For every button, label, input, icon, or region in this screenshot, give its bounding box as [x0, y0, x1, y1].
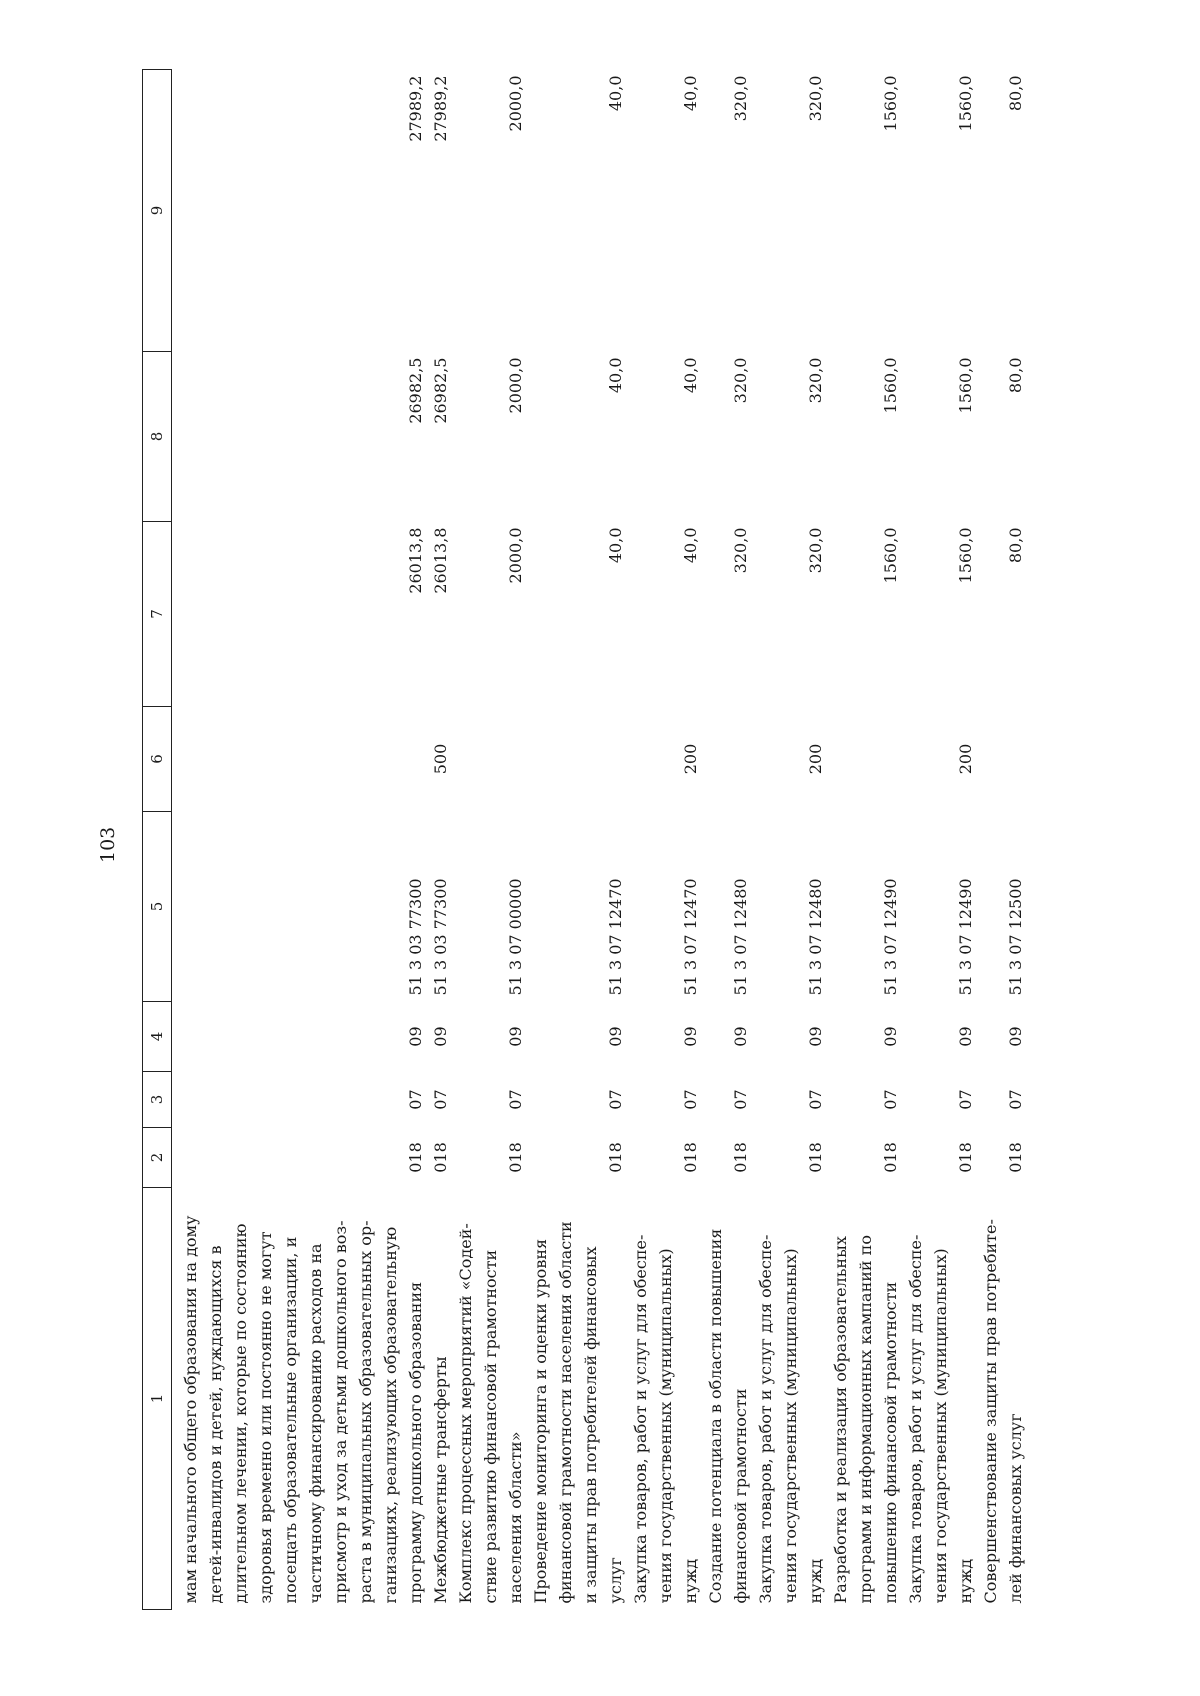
cell-ministry: 018	[606, 1142, 625, 1173]
cell-description	[978, 1188, 1028, 1610]
description-line: частичному финансированию расходов на	[306, 1243, 325, 1604]
cell-amount-year2: 26982,5	[431, 357, 450, 424]
cell-description	[453, 1188, 528, 1610]
cell-amount-year3: 40,0	[681, 75, 700, 112]
cell-expense-type	[172, 707, 429, 812]
description-line: и защиты прав потребителей финансовых	[581, 1246, 600, 1604]
cell-description	[703, 1188, 753, 1610]
description-line: нужд	[956, 1558, 975, 1604]
description-line: чения государственных (муниципальных)	[781, 1248, 800, 1604]
description-line: Закупка товаров, работ и услуг для обеспе-	[631, 1234, 650, 1604]
cell-target-article: 51 3 07 00000	[506, 878, 525, 996]
table-body	[172, 70, 1029, 1610]
description-line: финансовой грамотности	[731, 1388, 750, 1604]
cell-amount-year2: 320,0	[731, 357, 750, 404]
cell-expense-type	[703, 707, 753, 812]
description-line: чения государственных (муниципальных)	[931, 1248, 950, 1604]
cell-amount-year1: 40,0	[681, 527, 700, 564]
cell-subsection: 09	[806, 1026, 825, 1047]
cell-ministry: 018	[806, 1142, 825, 1173]
cell-ministry: 018	[1006, 1142, 1025, 1173]
table-row	[172, 70, 429, 1610]
cell-description	[628, 1188, 703, 1610]
cell-expense-type	[453, 707, 528, 812]
cell-section: 07	[956, 1089, 975, 1110]
table-row	[628, 70, 703, 1610]
cell-expense-type	[828, 707, 903, 812]
cell-subsection: 09	[681, 1026, 700, 1047]
cell-ministry: 018	[956, 1142, 975, 1173]
cell-description	[828, 1188, 903, 1610]
column-header: 2	[143, 1128, 172, 1188]
cell-amount-year2: 2000,0	[506, 357, 525, 414]
budget-table	[142, 69, 1028, 1610]
cell-amount-year1: 1560,0	[881, 527, 900, 584]
table-row	[978, 70, 1028, 1610]
description-line: чения государственных (муниципальных)	[656, 1248, 675, 1604]
column-header: 1	[143, 1188, 172, 1610]
description-line: раста в муниципальных образовательных ор-	[356, 1220, 375, 1604]
description-line: Межбюджетные трансферты	[431, 1356, 450, 1604]
description-line: программ и информационных кампаний по	[856, 1235, 875, 1604]
table-row	[753, 70, 828, 1610]
cell-amount-year3: 40,0	[606, 75, 625, 112]
column-header: 4	[143, 1002, 172, 1072]
cell-target-article: 51 3 07 12490	[881, 878, 900, 996]
description-line: Закупка товаров, работ и услуг для обеспе-	[756, 1234, 775, 1604]
cell-expense-type: 200	[681, 743, 700, 775]
description-line: посещать образовательные организации, и	[281, 1236, 300, 1604]
description-line: Совершенствование защиты прав потребите-	[981, 1219, 1000, 1604]
description-line: Проведение мониторинга и оценки уровня	[531, 1238, 550, 1604]
column-header: 9	[143, 70, 172, 352]
cell-amount-year1: 26013,8	[406, 527, 425, 594]
description-line: населения области»	[506, 1431, 525, 1604]
table-row	[903, 70, 978, 1610]
description-line: ганизациях, реализующих образовательную	[381, 1226, 400, 1604]
cell-amount-year2: 1560,0	[956, 357, 975, 414]
description-line: услуг	[606, 1557, 625, 1604]
cell-amount-year3: 27989,2	[406, 75, 425, 142]
cell-expense-type: 200	[956, 743, 975, 775]
cell-target-article: 51 3 07 12500	[1006, 878, 1025, 996]
cell-expense-type: 500	[431, 743, 450, 775]
description-line: нужд	[681, 1558, 700, 1604]
cell-amount-year2: 320,0	[806, 357, 825, 404]
cell-section: 07	[731, 1089, 750, 1110]
cell-amount-year3: 80,0	[1006, 75, 1025, 112]
cell-amount-year1: 80,0	[1006, 527, 1025, 564]
cell-section: 07	[431, 1089, 450, 1110]
cell-amount-year1: 40,0	[606, 527, 625, 564]
cell-amount-year2: 26982,5	[406, 357, 425, 424]
cell-target-article: 51 3 07 12490	[956, 878, 975, 996]
table-row	[428, 70, 453, 1610]
cell-amount-year3: 1560,0	[956, 75, 975, 132]
cell-amount-year1: 1560,0	[956, 527, 975, 584]
cell-ministry: 018	[731, 1142, 750, 1173]
table-row	[453, 70, 528, 1610]
cell-target-article: 51 3 07 12470	[681, 878, 700, 996]
cell-description	[172, 1188, 429, 1610]
cell-target-article: 51 3 07 12470	[606, 878, 625, 996]
cell-ministry: 018	[881, 1142, 900, 1173]
cell-ministry: 018	[406, 1142, 425, 1173]
cell-subsection: 09	[431, 1026, 450, 1047]
description-line: программу дошкольного образования	[406, 1281, 425, 1604]
description-line: мам начального общего образования на дому	[181, 1215, 200, 1604]
description-line: финансовой грамотности населения области	[556, 1221, 575, 1604]
cell-amount-year1: 2000,0	[506, 527, 525, 584]
cell-amount-year1: 26013,8	[431, 527, 450, 594]
table-row	[703, 70, 753, 1610]
cell-amount-year2: 40,0	[681, 357, 700, 394]
cell-description	[753, 1188, 828, 1610]
cell-section: 07	[681, 1089, 700, 1110]
header-row	[143, 70, 172, 1610]
cell-target-article: 51 3 07 12480	[731, 878, 750, 996]
description-line: здоровья временно или постоянно не могут	[256, 1231, 275, 1604]
cell-section: 07	[606, 1089, 625, 1110]
cell-subsection: 09	[881, 1026, 900, 1047]
cell-section: 07	[1006, 1089, 1025, 1110]
description-line: длительном лечении, которые по состоянию	[231, 1223, 250, 1604]
cell-description	[528, 1188, 628, 1610]
description-line: нужд	[806, 1558, 825, 1604]
description-line: Создание потенциала в области повышения	[706, 1228, 725, 1604]
cell-expense-type	[978, 707, 1028, 812]
cell-section: 07	[506, 1089, 525, 1110]
description-line: лей финансовых услуг	[1006, 1413, 1025, 1604]
table-row	[828, 70, 903, 1610]
cell-target-article: 51 3 03 77300	[431, 878, 450, 996]
cell-amount-year3: 1560,0	[881, 75, 900, 132]
column-header: 3	[143, 1072, 172, 1128]
cell-subsection: 09	[731, 1026, 750, 1047]
cell-subsection: 09	[1006, 1026, 1025, 1047]
cell-subsection: 09	[506, 1026, 525, 1047]
description-line: детей-инвалидов и детей, нуждающихся в	[206, 1245, 225, 1604]
cell-amount-year2: 80,0	[1006, 357, 1025, 394]
column-header: 6	[143, 707, 172, 812]
cell-subsection: 09	[956, 1026, 975, 1047]
column-header: 5	[143, 812, 172, 1002]
cell-target-article: 51 3 03 77300	[406, 878, 425, 996]
description-line: повышению финансовой грамотности	[881, 1281, 900, 1604]
cell-subsection: 09	[606, 1026, 625, 1047]
cell-ministry: 018	[506, 1142, 525, 1173]
cell-amount-year1: 320,0	[806, 527, 825, 574]
cell-amount-year2: 40,0	[606, 357, 625, 394]
cell-section: 07	[806, 1089, 825, 1110]
cell-section: 07	[406, 1089, 425, 1110]
cell-section: 07	[881, 1089, 900, 1110]
cell-target-article: 51 3 07 12480	[806, 878, 825, 996]
page-number: 103	[97, 826, 119, 863]
table-row	[528, 70, 628, 1610]
cell-description	[903, 1188, 978, 1610]
cell-amount-year3: 320,0	[806, 75, 825, 122]
cell-expense-type: 200	[806, 743, 825, 775]
column-header: 8	[143, 352, 172, 522]
description-line: ствие развитию финансовой грамотности	[481, 1249, 500, 1604]
cell-amount-year3: 27989,2	[431, 75, 450, 142]
budget-table-rotated	[142, 70, 1182, 1610]
description-line: Разработка и реализация образовательных	[831, 1236, 850, 1604]
cell-subsection: 09	[406, 1026, 425, 1047]
cell-amount-year3: 2000,0	[506, 75, 525, 132]
cell-ministry: 018	[681, 1142, 700, 1173]
cell-amount-year2: 1560,0	[881, 357, 900, 414]
cell-description	[428, 1188, 453, 1610]
cell-amount-year1: 320,0	[731, 527, 750, 574]
description-line: присмотр и уход за детьми дошкольного воз-	[331, 1220, 350, 1604]
description-line: Закупка товаров, работ и услуг для обеспе-	[906, 1234, 925, 1604]
cell-amount-year3: 320,0	[731, 75, 750, 122]
cell-ministry: 018	[431, 1142, 450, 1173]
column-header: 7	[143, 522, 172, 707]
cell-expense-type	[528, 707, 628, 812]
description-line: Комплекс процессных мероприятий «Содей-	[456, 1223, 475, 1604]
